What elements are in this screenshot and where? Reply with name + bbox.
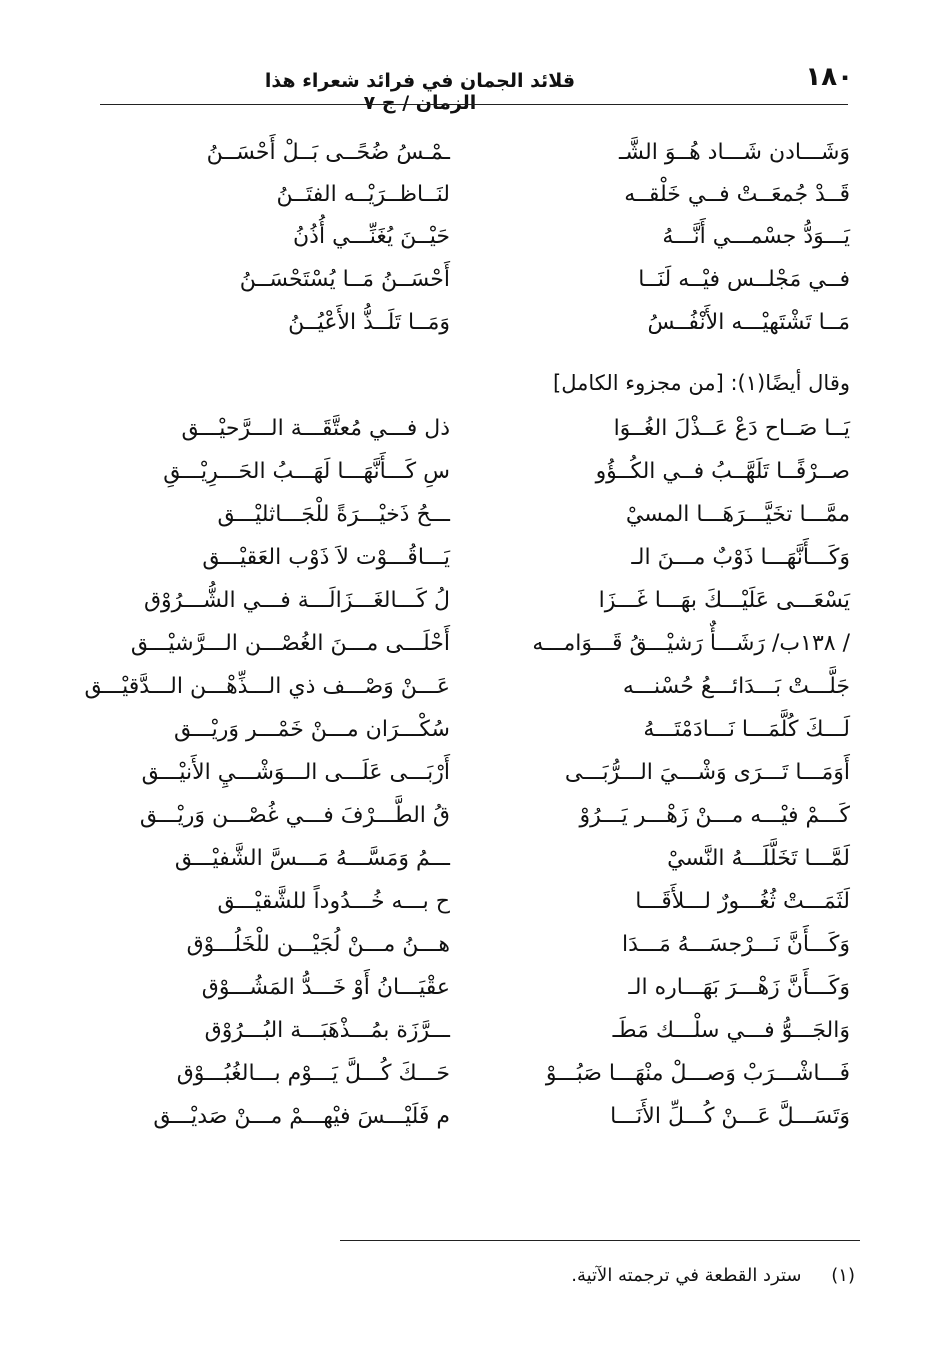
poem-intro: وقال أيضًا(١): [من مجزوء الكامل]: [553, 371, 850, 395]
verse-left: هـــنُ مـــنْ لُجَيْـــن للْخَلُـــوْق: [186, 932, 450, 957]
verse-right: أَوَمَـــا تَـــرَى وَشْـــيَ الـــرُّبَـــى: [564, 760, 850, 785]
footnote-rule: [340, 1240, 860, 1241]
verse-right: / ١٣٨ب/ رَشَـــأٌ رَشيْـــقُ قَـــوَامـــه: [532, 631, 850, 656]
verse-left: م فَلَيْـــسَ فيْهـــمْ مـــنْ صَديْـــق: [153, 1104, 450, 1129]
verse-left: حَيْــنَ يُغَنِّـــي أُذُنُ: [293, 224, 450, 249]
verse-right: يَــا صَــاح دَعْ عَــذْلَ الغُــوَا: [613, 416, 850, 441]
verse-left: أَحْلَـــى مـــنَ الغُصْـــن الـــرَّشيْـــق: [130, 631, 450, 656]
verse-left: يَـــاقُـــوْت لاَ ذَوْب العَقيْـــق: [202, 545, 450, 570]
verse-right: يَسْعَـــى عَلَيْـــكَ بهَـــا غَـــزَا: [598, 588, 850, 613]
header-rule: [100, 104, 848, 105]
verse-left: ـــحُ ذَخيْـــرَةً للْجَـــاثليْـــق: [217, 502, 450, 527]
verse-left: لنَــاظــرَيْــه الفتَــنُ: [276, 182, 450, 207]
verse-left: عقْيَـــانُ أَوْ خَـــدُّ المَشُـــوْق: [201, 975, 450, 1000]
running-head: قلائد الجمان في فرائد شعراء هذا الزمان / ج ٧: [264, 70, 576, 114]
footnote-text: سترد القطعة في ترجمته الآتية.: [571, 1265, 802, 1286]
verse-right: لَثَمَـــتْ ثُغُـــورٌ لـــلأَقَـــا: [635, 889, 850, 914]
verse-right: وَكَـــأَنَّ زَهْـــرَ بَهَـــاره الـ: [628, 975, 850, 1000]
verse-left: ح بـــه خُـــدُوداً للشَّقيْـــق: [217, 889, 450, 914]
verse-right: فــي مَجْلــس فيْــه لَنَــا: [638, 267, 850, 292]
verse-right: مَــا تَشْتَهيْـــه الأَنْفُــسُ: [647, 310, 850, 335]
verse-left: أَحْسَــنُ مَــا يُسْتَحْسَــنُ: [239, 267, 450, 292]
verse-left: ـــمُ وَمَسَّـــهُ مَـــسَّ الشَّفيْـــق: [174, 846, 450, 871]
verse-left: ـمْـسُ ضُحًــى بَــلْ أَحْسَــنُ: [206, 140, 450, 165]
verse-left: عَـــنْ وَصْـــف ذي الـــذِّهْـــن الـــدَّقيْـــق: [84, 674, 450, 699]
verse-left: سُكْـــرَان مـــنْ خَمْـــر وَريْـــق: [173, 717, 450, 742]
verse-right: وَكَـــأَنَّ نَـــرْجسَـــهُ مَـــدَا: [621, 932, 850, 957]
verse-right: صــرْفًــا تَلَهَّــبُ فــي الكُــؤُو: [595, 459, 850, 484]
verse-left: سِ كَـــأَنَّهَـــا لَهَـــبُ الحَـــرِيْـــقِ: [163, 459, 450, 484]
verse-left: ـــرَّزَة بمُـــذْهَبَـــة البُـــرُوْق: [204, 1018, 450, 1043]
verse-right: وَشَـــادن شَـــاد هُــوَ الشَّـ: [618, 140, 850, 165]
verse-right: يَـــوَدُّ جسْمـــي أَنَّـــهُ: [662, 224, 850, 249]
verse-right: لَمَّـــا تَخَلَّلَـــهُ النَّسيْ: [667, 846, 850, 871]
verse-right: وَتَسَـــلَّ عَـــنْ كُـــلِّ الأَنَـــا: [610, 1104, 850, 1129]
verse-right: ممَّـــا تخَيَّـــرَهَـــا المسيْ: [625, 502, 850, 527]
verse-left: قُ الطَّـــرْفَ فـــي غُصْـــن وَريْـــق: [139, 803, 450, 828]
verse-left: لُ كَـــالغَـــزَالَـــة فـــي الشُّـــرُوْق: [143, 588, 450, 613]
verse-left: حَـــكَ كُـــلَّ يَـــوْم بـــالغُبُـــوْق: [176, 1061, 450, 1086]
verse-right: كَـــمْ فيْـــه مـــنْ زَهْـــر يَـــرُوْ: [579, 803, 850, 828]
footnote-number: (١): [831, 1265, 855, 1286]
verse-right: وَالجَـــوُّ فـــي سلْـــك مَطَـ: [612, 1018, 850, 1043]
verse-right: قَــدْ جُمعَــتْ فــي خَلْقــه: [624, 182, 850, 207]
page-number: ١٨٠: [805, 62, 853, 92]
verse-right: لَـــكَ كُلَّمَـــا نَـــادَمْتَـــهُ: [643, 717, 850, 742]
footnote: [335, 1265, 855, 1286]
verse-right: جَلَّـــتْ بَـــدَائـــعُ حُسْنـــه: [622, 674, 850, 699]
verse-right: فَـــاشْـــرَبْ وَصـــلْ منْهَـــا صَبُـــوْ: [545, 1061, 850, 1086]
verse-right: وَكَـــأَنَّهَـــا ذَوْبٌ مـــنَ الـ: [631, 545, 850, 570]
verse-left: وَمَــا تَلَــذُّ الأَعْيُــنُ: [288, 310, 450, 335]
verse-left: أَرْبَـــى عَلَـــى الـــوَشْـــيِ الأَنيْـــق: [141, 760, 450, 785]
verse-left: ذل فـــي مُعتَّقَـــة الـــرَّحيْـــق: [181, 416, 450, 441]
